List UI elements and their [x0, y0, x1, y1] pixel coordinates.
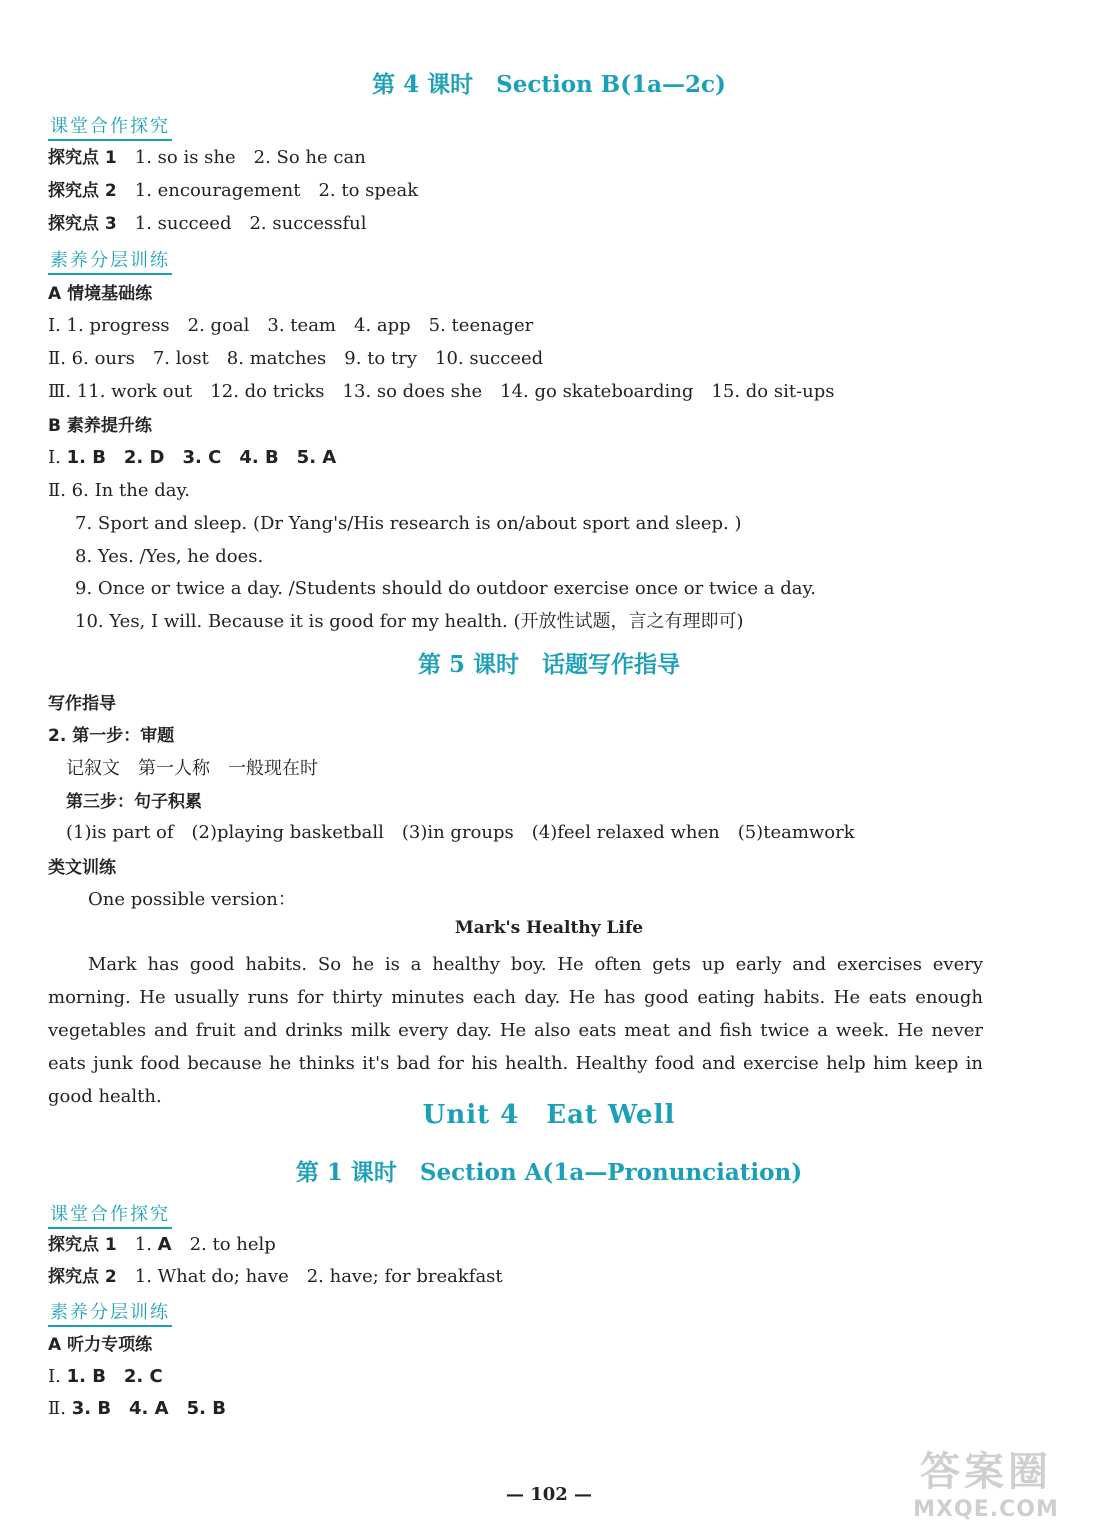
- part-b-answer-7: 7. Sport and sleep. (Dr Yang's/His research is on/about sport and sleep. ): [75, 513, 742, 534]
- part-b-answer-8: 8. Yes. /Yes, he does.: [75, 546, 264, 567]
- essay-body: Mark has good habits. So he is a healthy boy. He often gets up early and exercises every morning. He usually runs for thirty minutes each day. He has good eating habits. He eats enough vegetables and fruit and drinks milk every day. He also eats meat and fish twice a week. He never eats junk food because he thinks it's bad for his health. Healthy food and exercise help him keep in good health.: [48, 954, 983, 1107]
- step-3-text: (1)is part of (2)playing basketball (3)in groups (4)feel relaxed when (5)teamwork: [66, 822, 855, 843]
- writing-guide-label: 写作指导: [48, 694, 116, 714]
- point-label: 探究点 3: [48, 214, 117, 234]
- watermark-text: 答案圈: [920, 1449, 1052, 1495]
- part-a-line-3: Ⅲ. 11. work out 12. do tricks 13. so does she 14. go skateboarding 15. do sit-ups: [48, 381, 835, 402]
- part-a-line-1: Ⅰ. 1. progress 2. goal 3. team 4. app 5. teenager: [48, 315, 534, 336]
- step-1-text: 记叙文 第一人称 一般现在时: [66, 758, 318, 779]
- point-2: [48, 179, 418, 203]
- point-3: [48, 212, 367, 236]
- lesson-heading-1: 第 1 课时 Section A(1a—Pronunciation): [295, 1159, 803, 1186]
- listening-line-2: [48, 1397, 226, 1421]
- watermark-url: MXQE.COM: [913, 1497, 1059, 1522]
- point-label: 探究点 2: [48, 181, 117, 201]
- step-1-label: 2. 第一步：审题: [48, 726, 175, 746]
- point-answer-post: 2. to help: [171, 1234, 276, 1255]
- point-1: [48, 146, 366, 170]
- tag-layered-training: 素养分层训练: [48, 246, 172, 275]
- similar-training-label: 类文训练: [48, 858, 116, 878]
- tag-classroom-cooperation-2: 课堂合作探究: [48, 1200, 172, 1229]
- part-b-line-1: [48, 446, 336, 470]
- point-answer: 1. encouragement 2. to speak: [134, 180, 419, 201]
- part-b-answer-9: 9. Once or twice a day. /Students should do outdoor exercise once or twice a day.: [75, 578, 816, 599]
- part-b-label: B 素养提升练: [48, 416, 152, 436]
- lesson-heading-4: 第 4 课时 Section B(1a—2c): [372, 71, 726, 98]
- choice-answers: 1. B 2. C: [66, 1366, 163, 1387]
- point-label: 探究点 2: [48, 1267, 117, 1287]
- listening-line-1: [48, 1365, 163, 1389]
- point-label: 探究点 1: [48, 148, 117, 168]
- point-answer: 1. succeed 2. successful: [134, 213, 367, 234]
- roman-numeral: Ⅰ.: [48, 447, 67, 468]
- point-label: 探究点 1: [48, 1235, 117, 1255]
- choice-answers: 1. B 2. D 3. C 4. B 5. A: [66, 447, 337, 468]
- page-number: — 102 —: [505, 1484, 593, 1505]
- point-answer-bold: A: [157, 1234, 172, 1255]
- lesson-heading-5: 第 5 课时 话题写作指导: [417, 651, 681, 678]
- step-3-label: 第三步：句子积累: [66, 792, 202, 812]
- roman-numeral: Ⅰ.: [48, 1366, 67, 1387]
- roman-numeral: Ⅱ.: [48, 1398, 72, 1419]
- listening-label: A 听力专项练: [48, 1335, 153, 1355]
- version-label: One possible version：: [88, 889, 296, 910]
- tag-classroom-cooperation: 课堂合作探究: [48, 112, 172, 141]
- tag-layered-training-2: 素养分层训练: [48, 1298, 172, 1327]
- unit-heading: Unit 4 Eat Well: [422, 1100, 676, 1130]
- choice-answers: 3. B 4. A 5. B: [71, 1398, 226, 1419]
- part-b-line-2: Ⅱ. 6. In the day.: [48, 480, 190, 501]
- part-a-line-2: Ⅱ. 6. ours 7. lost 8. matches 9. to try 10. succeed: [48, 348, 544, 369]
- part-b-answer-10: 10. Yes, I will. Because it is good for my health. (开放性试题，言之有理即可): [75, 611, 744, 632]
- point-2-unit4: [48, 1265, 503, 1289]
- point-answer: 1. so is she 2. So he can: [134, 147, 366, 168]
- essay-title: Mark's Healthy Life: [454, 918, 644, 938]
- point-answer-pre: 1. What do; have 2. have; for breakfast: [134, 1266, 503, 1287]
- part-a-label: A 情境基础练: [48, 284, 153, 304]
- point-answer-pre: 1.: [134, 1234, 158, 1255]
- point-1-unit4: [48, 1233, 276, 1257]
- watermark-logo: [886, 1440, 1086, 1530]
